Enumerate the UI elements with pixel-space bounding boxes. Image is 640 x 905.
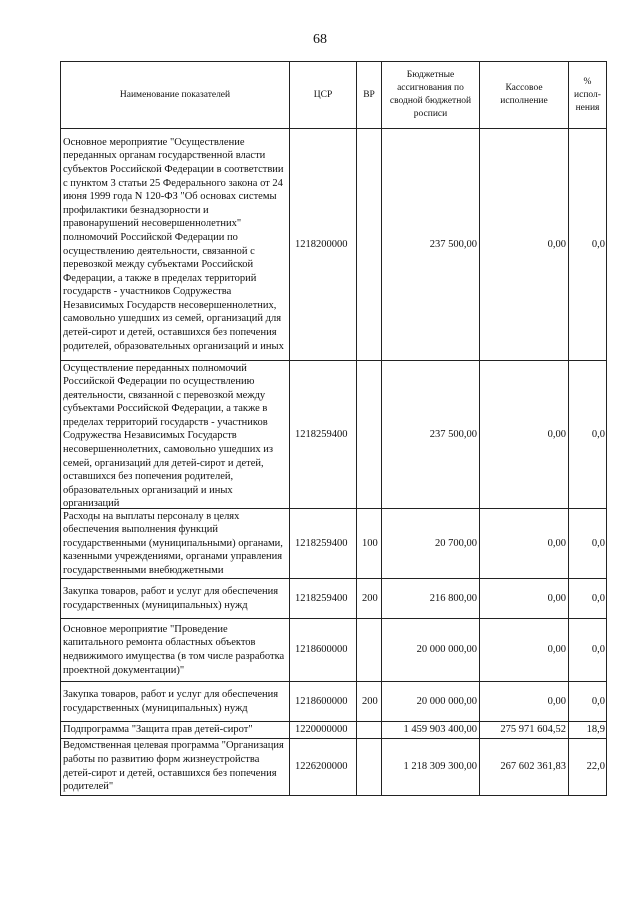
table-row [61, 579, 607, 619]
row-csr: 1218200000 [290, 129, 357, 361]
row-csr: 1218259400 [290, 509, 357, 579]
table-row [61, 682, 607, 722]
row-cash: 267 602 361,83 [480, 738, 569, 795]
header-vr: ВР [357, 62, 382, 129]
row-vr [357, 738, 382, 795]
row-percent: 0,0 [569, 509, 607, 579]
row-budget: 237 500,00 [382, 129, 480, 361]
header-name: Наименование показателей [61, 62, 290, 129]
row-percent: 22,0 [569, 738, 607, 795]
row-percent: 0,0 [569, 579, 607, 619]
row-name: Закупка товаров, работ и услуг для обеспечения государственных (муниципальных) нужд [61, 682, 290, 722]
row-percent: 18,9 [569, 722, 607, 739]
row-budget: 20 000 000,00 [382, 682, 480, 722]
row-csr: 1218600000 [290, 619, 357, 682]
page-number: 68 [313, 32, 327, 47]
row-vr [357, 619, 382, 682]
row-vr: 200 [357, 579, 382, 619]
table-row [61, 509, 607, 579]
table-row [61, 722, 607, 739]
row-cash: 0,00 [480, 579, 569, 619]
row-csr: 1218259400 [290, 579, 357, 619]
row-cash: 0,00 [480, 619, 569, 682]
table-row [61, 738, 607, 795]
row-vr [357, 129, 382, 361]
row-percent: 0,0 [569, 682, 607, 722]
table-row [61, 361, 607, 509]
row-vr [357, 361, 382, 509]
row-vr: 200 [357, 682, 382, 722]
row-name-text: Осуществление переданных полномочий Российской Федерации по осуществлению деятельности, связанной с перевозкой между субъектами Российской Федерации, а также в пределах территорий государств - участников Содружества Независимых Государств несовершеннолетних, самовольно ушедших из семей, организаций для детей-сирот и детей, оставшихся без попечения родителей, образовательных организаций и иных организаций [63, 362, 273, 508]
row-csr: 1218600000 [290, 682, 357, 722]
row-name: Ведомственная целевая программа "Организация работы по развитию форм жизнеустройства детей-сирот и детей, оставшихся без попечения родителей" [61, 738, 290, 795]
header-csr: ЦСР [290, 62, 357, 129]
row-percent: 0,0 [569, 361, 607, 509]
row-csr: 1226200000 [290, 738, 357, 795]
row-vr: 100 [357, 509, 382, 579]
table-row [61, 129, 607, 361]
row-cash: 0,00 [480, 361, 569, 509]
row-name: Расходы на выплаты персоналу в целях обеспечения выполнения функций государственными (муниципальными) органами, казенными учреждениями, органами управления государственными внебюджетными [61, 509, 290, 579]
row-percent: 0,0 [569, 619, 607, 682]
row-name: Основное мероприятие "Проведение капитального ремонта областных объектов недвижимого имущества (в том числе разработка проектной документации)" [61, 619, 290, 682]
budget-execution-table [60, 61, 607, 796]
row-cash: 0,00 [480, 509, 569, 579]
table-row [61, 619, 607, 682]
row-budget: 20 700,00 [382, 509, 480, 579]
header-budget: Бюджетные ассигнования по сводной бюджетной росписи [382, 62, 480, 129]
row-percent: 0,0 [569, 129, 607, 361]
header-percent: % испол-нения [569, 62, 607, 129]
row-cash: 275 971 604,52 [480, 722, 569, 739]
row-budget: 237 500,00 [382, 361, 480, 509]
row-cash: 0,00 [480, 682, 569, 722]
row-csr: 1220000000 [290, 722, 357, 739]
row-budget: 1 218 309 300,00 [382, 738, 480, 795]
row-budget: 216 800,00 [382, 579, 480, 619]
row-budget: 20 000 000,00 [382, 619, 480, 682]
header-cash: Кассовое исполнение [480, 62, 569, 129]
row-name [61, 361, 290, 509]
row-csr: 1218259400 [290, 361, 357, 509]
row-name: Основное мероприятие "Осуществление переданных органам государственной власти субъектов Российской Федерации в соответствии с пунктом 3 статьи 25 Федерального закона от 24 июня 1999 года N 120-ФЗ "Об основах системы профилактики безнадзорности и правонарушений несовершеннолетних" полномочий Российской Федерации по осуществлению деятельности, связанной с перевозкой между субъектами Российской Федерации, а также в пределах территорий государств - участников Содружества Независимых Государств несовершеннолетних, самовольно ушедших из семей, организаций для детей-сирот и детей, оставшихся без попечения родителей, образовательных организаций и иных [61, 129, 290, 361]
table-header-row [61, 62, 607, 129]
row-name: Закупка товаров, работ и услуг для обеспечения государственных (муниципальных) нужд [61, 579, 290, 619]
row-budget: 1 459 903 400,00 [382, 722, 480, 739]
row-name: Подпрограмма "Защита прав детей-сирот" [61, 722, 290, 739]
row-vr [357, 722, 382, 739]
row-cash: 0,00 [480, 129, 569, 361]
